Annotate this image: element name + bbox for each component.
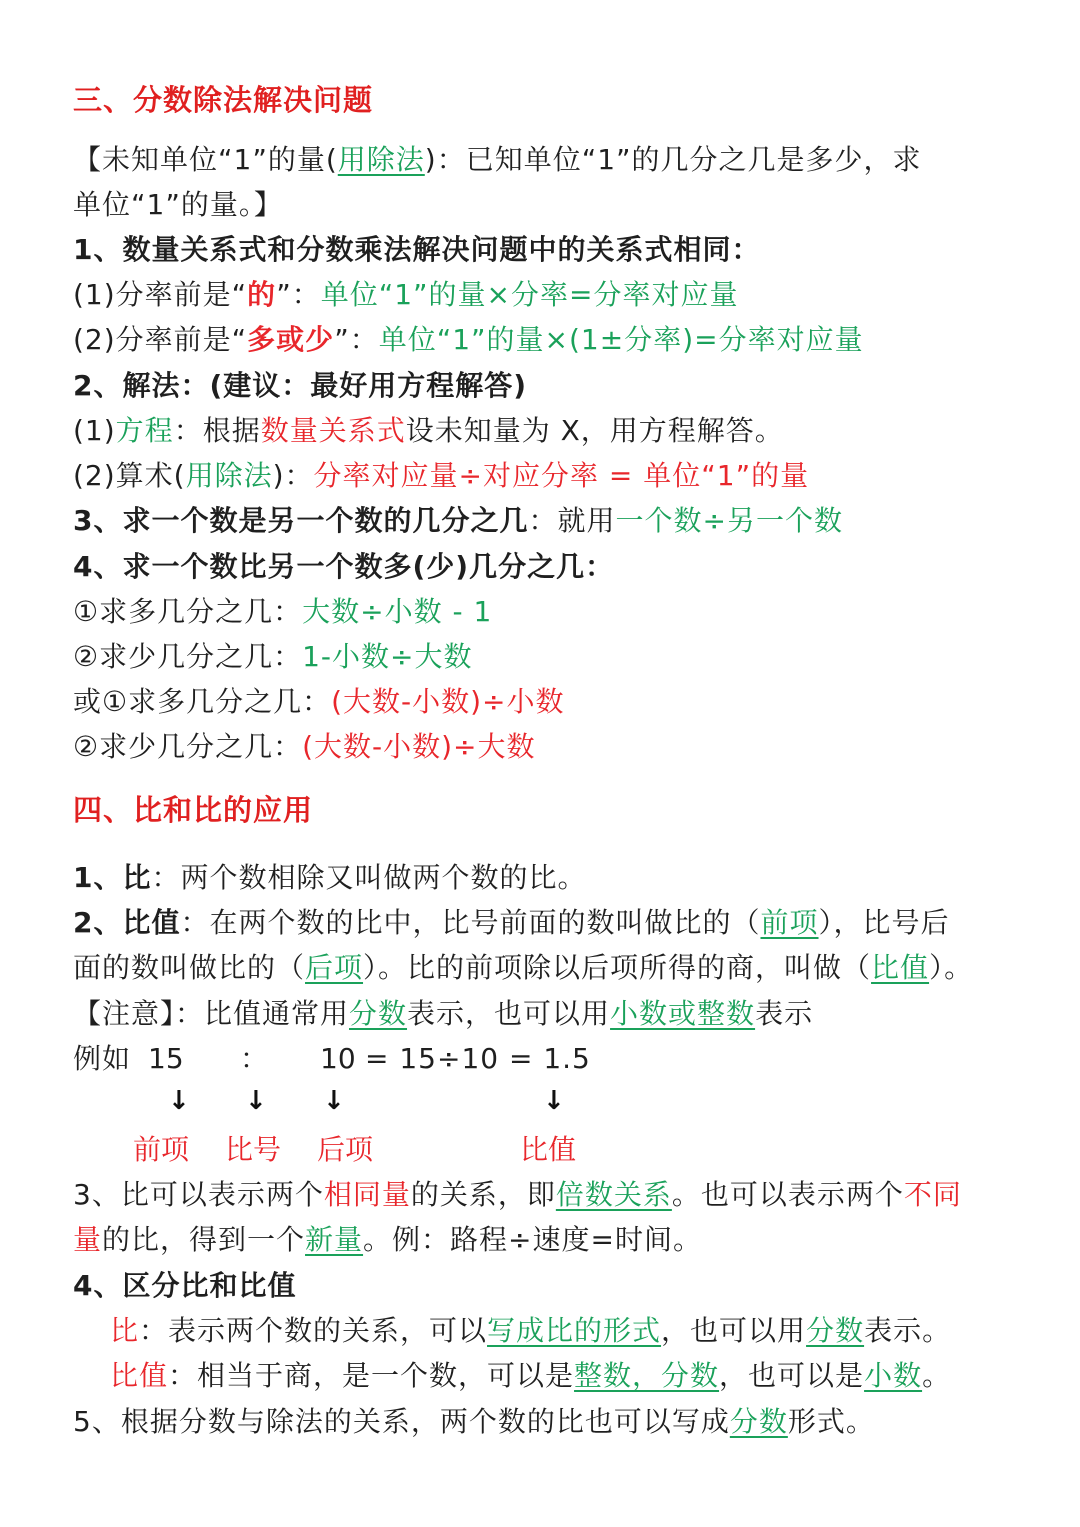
keyword-division: 用除法: [337, 143, 425, 176]
label-ratio-sign: 比号: [225, 1133, 282, 1166]
s3-item4-l1: ①求多几分之几：大数÷小数 - 1: [73, 595, 493, 628]
s4-item3-line2: 量的比，得到一个新量。例：路程÷速度=时间。: [73, 1223, 702, 1256]
s4-example: 例如: [73, 1042, 132, 1075]
s3-item4-title: 4、求一个数比另一个数多(少)几分之几：: [73, 550, 615, 583]
s3-item4-l2: ②求少几分之几：1-小数÷大数: [73, 640, 473, 673]
s3-item1-a: (1)分率前是“的”：单位“1”的量×分率=分率对应量: [73, 278, 739, 311]
example-equation: = 15÷10 = 1.5: [365, 1042, 591, 1075]
section3-intro-line1: 【未知单位“1”的量(用除法)：已知单位“1”的几分之几是多少，求: [73, 143, 922, 176]
label-consequent: 后项: [317, 1133, 374, 1166]
s3-item1-title: 1、数量关系式和分数乘法解决问题中的关系式相同：: [73, 233, 761, 266]
label-ratio-value: 比值: [520, 1133, 577, 1166]
arrow-down-icon: ↓: [543, 1086, 565, 1116]
s4-item3-line1: 3、比可以表示两个相同量的关系，即倍数关系。也可以表示两个不同: [73, 1178, 962, 1211]
s4-item4-title: 4、区分比和比值: [73, 1269, 297, 1302]
arrow-down-icon: ↓: [168, 1086, 190, 1116]
s4-item2-line1: 2、比值：在两个数的比中，比号前面的数叫做比的（前项），比号后: [73, 906, 950, 939]
example-number-15: 15: [148, 1042, 184, 1075]
example-number-10: 10: [320, 1042, 356, 1075]
section3-title: 三、分数除法解决问题: [73, 83, 374, 117]
s3-item2-title: 2、解法：(建议：最好用方程解答): [73, 369, 528, 402]
s3-item3: 3、求一个数是另一个数的几分之几：就用一个数÷另一个数: [73, 504, 843, 537]
arrow-down-icon: ↓: [323, 1086, 345, 1116]
s4-item2-line2: 面的数叫做比的（后项）。比的前项除以后项所得的商，叫做（比值）。: [73, 951, 974, 984]
s4-item4-a: 比：表示两个数的关系，可以写成比的形式，也可以用分数表示。: [110, 1314, 952, 1347]
s4-item4-b: 比值：相当于商，是一个数，可以是整数，分数，也可以是小数。: [110, 1359, 952, 1392]
s4-item5: 5、根据分数与除法的关系，两个数的比也可以写成分数形式。: [73, 1405, 875, 1438]
example-colon: ：: [240, 1042, 269, 1075]
arrow-down-icon: ↓: [245, 1086, 267, 1116]
s3-item2-b: (2)算术(用除法)：分率对应量÷对应分率 = 单位“1”的量: [73, 459, 810, 492]
s3-item4-l4: ②求少几分之几：(大数-小数)÷大数: [73, 730, 536, 763]
s3-item4-l3: 或①求多几分之几：(大数-小数)÷小数: [73, 685, 565, 718]
s3-item2-a: (1)方程：根据数量关系式设未知量为 X，用方程解答。: [73, 414, 784, 447]
s3-item1-b: (2)分率前是“多或少”：单位“1”的量×(1±分率)=分率对应量: [73, 323, 864, 356]
section4-title: 四、比和比的应用: [73, 793, 314, 827]
s4-note: 【注意】：比值通常用分数表示，也可以用小数或整数表示: [73, 997, 814, 1030]
s4-item1: 1、比：两个数相除又叫做两个数的比。: [73, 861, 587, 894]
label-antecedent: 前项: [133, 1133, 190, 1166]
section3-intro-line2: 单位“1”的量。】: [73, 188, 283, 221]
